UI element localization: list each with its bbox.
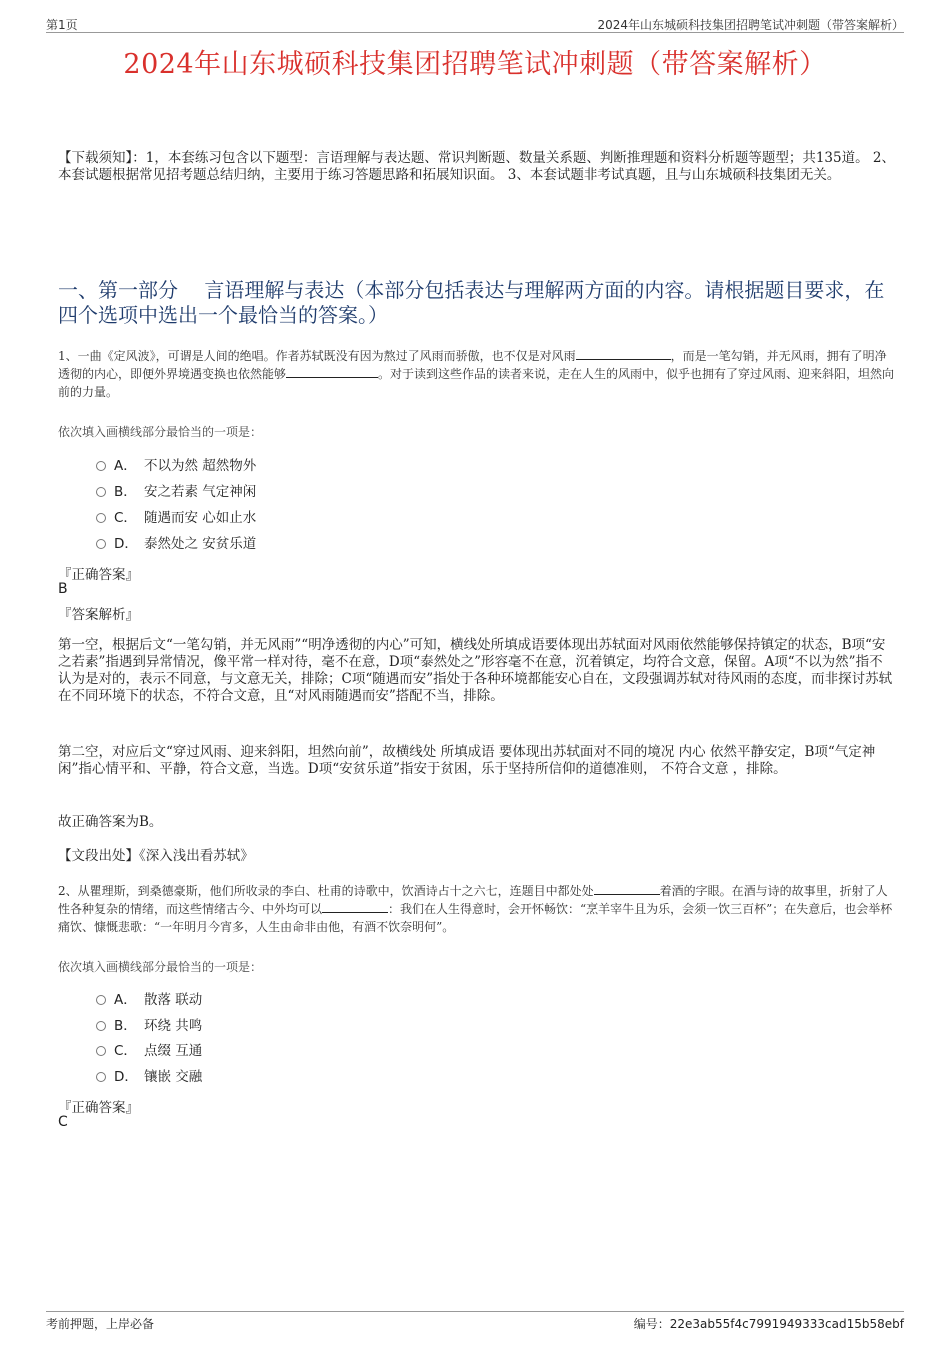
fill-blank bbox=[576, 347, 671, 360]
option-1b[interactable]: B． 安之若素 气定神闲 bbox=[96, 482, 256, 502]
question-1-prompt: 依次填入画横线部分最恰当的一项是： bbox=[58, 425, 263, 439]
option-2b[interactable]: B． 环绕 共鸣 bbox=[96, 1016, 202, 1036]
radio-icon[interactable] bbox=[96, 539, 106, 549]
fill-blank bbox=[322, 900, 388, 913]
page-title: 2024年山东城硕科技集团招聘笔试冲刺题（带答案解析） bbox=[123, 49, 827, 80]
radio-icon[interactable] bbox=[96, 995, 106, 1005]
option-2a[interactable]: A． 散落 联动 bbox=[96, 990, 202, 1010]
page-footer bbox=[46, 1311, 904, 1331]
analysis-paragraph-1: 第一空，根据后文“一笔勾销，并无风雨”“明净透彻的内心”可知，横线处所填成语要体现出苏轼面对风雨依然能够保持镇定的状态，B项“安之若素”指遇到异常情况，像平常一样对待，毫不在意，D项“泰然处之”形容毫不在意，沉着镇定，均符合文意，保留。A项“不以为然”指不认为是对的，表示不同意，与文意无关，排除；C项“随遇而安”指处于各种环境都能安心自在，文段强调苏轼对待风雨的态度，而非探讨苏轼在不同环境下的状态，不符合文意，且“对风雨随遇而安”搭配不当，排除。 bbox=[58, 637, 893, 704]
analysis-conclusion: 故正确答案为B。 bbox=[58, 814, 163, 830]
footer-slogan: 考前押题，上岸必备 bbox=[46, 1317, 155, 1331]
answer-label: 『正确答案』 bbox=[58, 1100, 139, 1116]
radio-icon[interactable] bbox=[96, 1021, 106, 1031]
radio-icon[interactable] bbox=[96, 487, 106, 497]
analysis-paragraph-2: 第二空，对应后文“穿过风雨、迎来斜阳，坦然向前”，故横线处 所填成语 要体现出苏轼面对不同的境况 内心 依然平静安定，B项“气定神闲”指心情平和、平静，符合文意，当选。D项“安贫乐道”指安于贫困，乐于坚持所信仰的道德准则， 不符合文意 ，排除。 bbox=[58, 744, 876, 777]
correct-answer: C bbox=[58, 1114, 68, 1130]
question-1-text: 1、一曲《定风波》，可谓是人间的绝唱。作者苏轼既没有因为熬过了风雨而骄傲，也不仅是对风雨 ，而是一笔勾销，并无风雨，拥有了明净透彻的内心，即便外界境遇变换也依然能够 。对于读到这些作品的读者来说，走在人生的风雨中，似乎也拥有了穿过风雨、迎来斜阳，坦然向前的力量。 bbox=[58, 349, 895, 399]
page-header bbox=[46, 14, 904, 33]
download-notice: 【下载须知】：1，本套练习包含以下题型：言语理解与表达题、常识判断题、数量关系题、判断推理题和资料分析题等题型；共135道。 2、本套试题根据常见招考题总结归纳，主要用于练习答题思路和拓展知识面。 3、本套试题非考试真题，且与山东城硕科技集团无关。 bbox=[58, 150, 895, 183]
section-heading: 一、第一部分 言语理解与表达（本部分包括表达与理解两方面的内容。请根据题目要求，在四个选项中选出一个最恰当的答案。） bbox=[58, 278, 885, 327]
option-2d[interactable]: D． 镶嵌 交融 bbox=[96, 1067, 202, 1087]
option-2c[interactable]: C． 点缀 互通 bbox=[96, 1041, 202, 1061]
radio-icon[interactable] bbox=[96, 461, 106, 471]
option-1a[interactable]: A． 不以为然 超然物外 bbox=[96, 456, 256, 476]
answer-label: 『正确答案』 bbox=[58, 567, 139, 583]
page-number: 第1页 bbox=[46, 18, 78, 32]
option-1c[interactable]: C． 随遇而安 心如止水 bbox=[96, 508, 256, 528]
radio-icon[interactable] bbox=[96, 513, 106, 523]
question-2-text: 2、从瞿理斯，到桑德豪斯，他们所收录的李白、杜甫的诗歌中，饮酒诗占十之六七，连题目中都处处 着酒的字眼。在酒与诗的故事里，折射了人性各种复杂的情绪，而这些情绪古今、中外均可以 ：我们在人生得意时，会开怀畅饮：“烹羊宰牛且为乐，会须一饮三百杯”；在失意后，也会举杯痛饮、慷慨悲歌：“一年明月今宵多，人生由命非由他，有酒不饮奈明何”。 bbox=[58, 884, 893, 934]
footer-code: 编号：22e3ab55f4c7991949333cad15b58ebf bbox=[633, 1317, 904, 1331]
source-citation: 【文段出处】《深入浅出看苏轼》 bbox=[58, 848, 254, 864]
fill-blank bbox=[594, 882, 660, 895]
correct-answer: B bbox=[58, 581, 68, 597]
header-doc-title: 2024年山东城硕科技集团招聘笔试冲刺题（带答案解析） bbox=[597, 18, 904, 32]
fill-blank bbox=[286, 365, 378, 378]
radio-icon[interactable] bbox=[96, 1046, 106, 1056]
option-1d[interactable]: D． 泰然处之 安贫乐道 bbox=[96, 534, 256, 554]
question-2-prompt: 依次填入画横线部分最恰当的一项是： bbox=[58, 960, 263, 974]
analysis-label: 『答案解析』 bbox=[58, 607, 139, 623]
radio-icon[interactable] bbox=[96, 1072, 106, 1082]
